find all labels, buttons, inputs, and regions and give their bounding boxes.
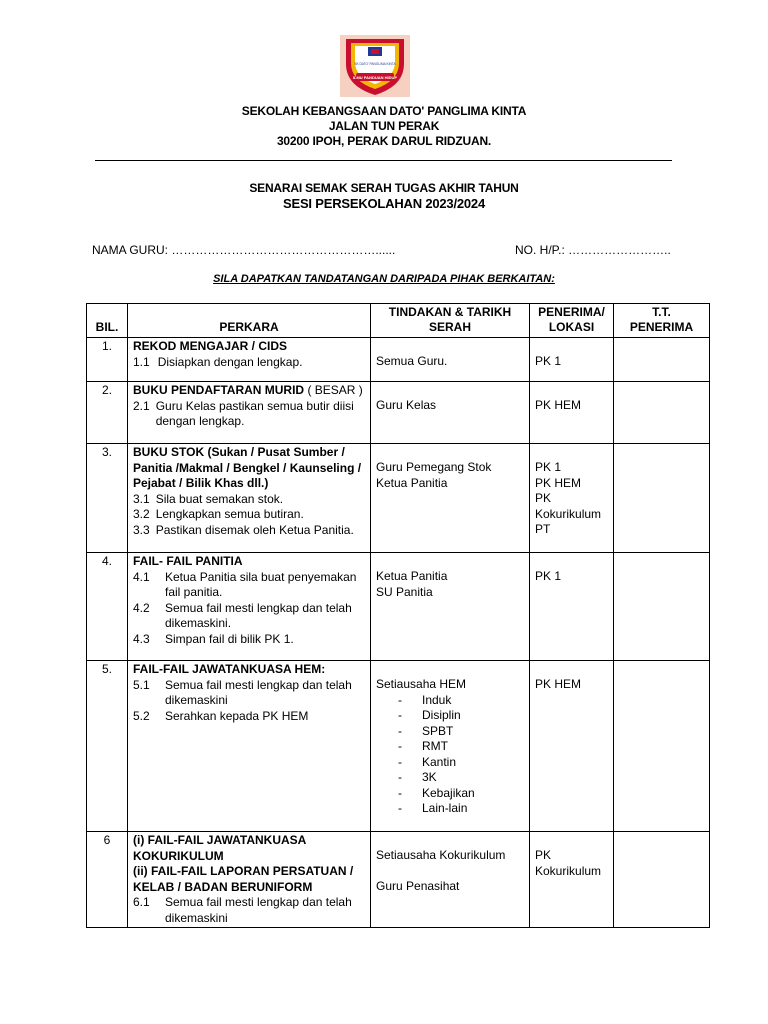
list-item: - Disiplin	[398, 708, 461, 722]
table-row	[87, 832, 710, 928]
table-row	[87, 382, 710, 444]
row-penerima: PK Kokurikulum	[530, 832, 614, 928]
row-perkara	[128, 832, 371, 928]
list-item: - SPBT	[398, 723, 454, 738]
svg-text:ILMU PANDUAN HIDUP: ILMU PANDUAN HIDUP	[352, 75, 398, 80]
row-number: 6	[87, 832, 128, 928]
column-header-tindakan: TINDAKAN & TARIKH SERAH	[371, 304, 530, 338]
row-item: 4.2 Semua fail mesti lengkap dan telah dikemaskini.	[133, 600, 352, 630]
row-item: 3.3 Pastikan disemak oleh Ketua Panitia.	[133, 522, 354, 537]
row-item: 3.2 Lengkapkan semua butiran.	[133, 507, 304, 521]
school-street: JALAN TUN PERAK	[328, 119, 440, 133]
row-signature-cell[interactable]	[614, 832, 710, 928]
row-title: REKOD MENGAJAR / CIDS	[133, 339, 288, 353]
list-item: - Kantin	[398, 754, 457, 769]
instruction-text: SILA DAPATKAN TANDATANGAN DARIPADA PIHAK BERKAITAN:	[213, 273, 555, 285]
row-penerima: PK 1 PK HEM PK Kokurikulum PT	[530, 444, 614, 553]
row-perkara	[128, 338, 371, 382]
row-penerima: PK 1	[530, 338, 614, 382]
table-row	[87, 661, 710, 832]
row-item: 1.1 Disiapkan dengan lengkap.	[133, 354, 303, 369]
table-row	[87, 338, 710, 382]
list-item: - Lain-lain	[398, 801, 468, 815]
row-perkara	[128, 382, 371, 444]
row-title: FAIL- FAIL PANITIA	[133, 554, 243, 568]
row-title: BUKU PENDAFTARAN MURID ( BESAR )	[133, 383, 363, 397]
row-item: 4.3 Simpan fail di bilik PK 1.	[133, 631, 294, 646]
row-item: 5.1 Semua fail mesti lengkap dan telah dikemaskini	[133, 677, 352, 707]
phone-field: NO. H/P.: ……………………..	[515, 243, 671, 257]
row-item: 6.1 Semua fail mesti lengkap dan telah dikemaskini	[133, 895, 352, 925]
row-number: 3.	[87, 444, 128, 553]
column-header-penerima: PENERIMA/ LOKASI	[530, 304, 614, 338]
row-tindakan: Setiausaha HEM - Induk - Disiplin - SPBT - RMT - Kantin - 3K - Kebajikan - Lain-lain	[371, 661, 530, 832]
row-number: 1.	[87, 338, 128, 382]
row-penerima: PK 1	[530, 553, 614, 661]
row-penerima: PK HEM	[530, 382, 614, 444]
table-row	[87, 553, 710, 661]
row-signature-cell[interactable]	[614, 382, 710, 444]
document-session: SESI PERSEKOLAHAN 2023/2024	[283, 196, 485, 211]
row-title: (i) FAIL-FAIL JAWATANKUASA KOKURIKULUM	[133, 833, 306, 863]
row-signature-cell[interactable]	[614, 338, 710, 382]
list-item: - 3K	[398, 770, 437, 784]
row-signature-cell[interactable]	[614, 661, 710, 832]
header-divider	[95, 160, 672, 161]
row-tindakan: Guru Kelas	[371, 382, 530, 444]
row-perkara	[128, 553, 371, 661]
list-item: - Induk	[398, 692, 452, 707]
school-city: 30200 IPOH, PERAK DARUL RIDZUAN.	[276, 134, 492, 148]
row-number: 5.	[87, 661, 128, 832]
list-item: - Kebajikan	[398, 785, 475, 800]
row-title: BUKU STOK (Sukan / Pusat Sumber / Panitia /Makmal / Bengkel / Kaunseling / Pejabat / Bilik Khas dll.)	[133, 445, 362, 490]
row-item: 4.1 Ketua Panitia sila buat penyemakan fail panitia.	[133, 569, 357, 599]
row-number: 4.	[87, 553, 128, 661]
row-tindakan: Ketua Panitia SU Panitia	[371, 553, 530, 661]
school-name: SEKOLAH KEBANGSAAN DATO' PANGLIMA KINTA	[241, 104, 527, 118]
row-tindakan: Guru Pemegang Stok Ketua Panitia	[371, 444, 530, 553]
row-item: 2.1 Guru Kelas pastikan semua butir diisi dengan lengkap.	[133, 398, 354, 428]
school-logo	[338, 34, 412, 98]
svg-text:SK DATO' PANGLIMA KINTA: SK DATO' PANGLIMA KINTA	[354, 62, 396, 66]
row-penerima: PK HEM	[530, 661, 614, 832]
row-signature-cell[interactable]	[614, 444, 710, 553]
row-perkara	[128, 444, 371, 553]
row-perkara	[128, 661, 371, 832]
row-subtitle: (ii) FAIL-FAIL LAPORAN PERSATUAN / KELAB / BADAN BERUNIFORM	[133, 864, 354, 894]
column-header-perkara: PERKARA	[128, 304, 371, 338]
row-item: 5.2 Serahkan kepada PK HEM	[133, 708, 309, 723]
row-item: 3.1 Sila buat semakan stok.	[133, 491, 284, 506]
document-title: SENARAI SEMAK SERAH TUGAS AKHIR TAHUN	[249, 181, 519, 195]
row-signature-cell[interactable]	[614, 553, 710, 661]
list-item: - RMT	[398, 739, 448, 753]
column-header-tt: T.T. PENERIMA	[614, 304, 710, 338]
table-row	[87, 444, 710, 553]
teacher-name-field: NAMA GURU: ……………………………………………......	[92, 243, 396, 257]
table-header-row	[87, 304, 710, 338]
row-title: FAIL-FAIL JAWATANKUASA HEM:	[133, 662, 326, 676]
column-header-bil: BIL.	[87, 304, 128, 338]
checklist-table	[86, 303, 710, 928]
row-tindakan: Setiausaha Kokurikulum Guru Penasihat	[371, 832, 530, 928]
row-tindakan: Semua Guru.	[371, 338, 530, 382]
row-number: 2.	[87, 382, 128, 444]
